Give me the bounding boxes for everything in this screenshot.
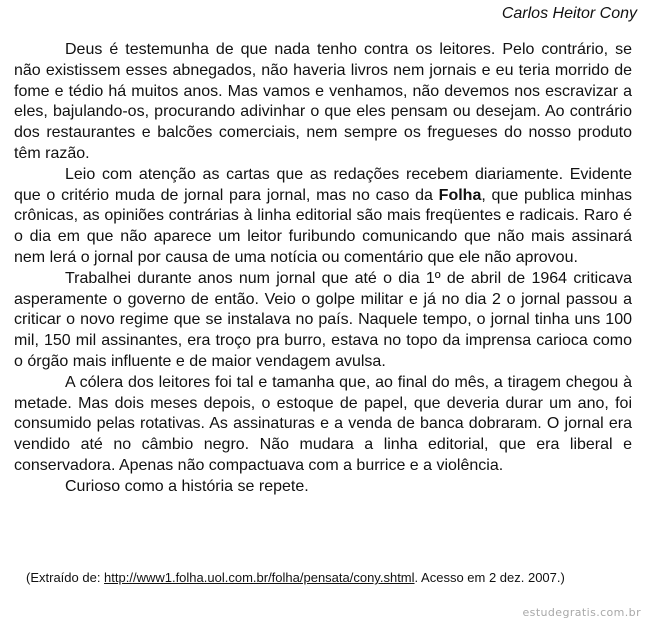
paragraph-5: Curioso como a história se repete. — [65, 477, 309, 495]
source-link[interactable]: http://www1.folha.uol.com.br/folha/pensata/cony.shtml — [104, 570, 415, 585]
paragraph-4: A cólera dos leitores foi tal e tamanha que, ao final do mês, a tiragem chegou à metade. Mas dois meses depois, o estoque de papel, que deveria durar um ano, foi consumido pelas rotativas. As assinaturas e a venda de banca dobraram. O jornal era vendido até no câmbio negro. Não mudara a linha editorial, que era liberal e conservadora. Apenas não compactuava com a burrice e a violência. — [14, 373, 632, 474]
source-prefix: (Extraído de: — [26, 570, 105, 585]
paragraph-2-end: , que publica minhas crônicas, as opiniões contrárias à linha editorial são mais freqüentes e radicais. Raro é o dia em que não aparece um leitor furibundo comunicando que não mais assinará nem lerá o jornal por causa de uma notícia ou comentário que ele não aprovou. — [14, 186, 632, 266]
paragraph-3: Trabalhei durante anos num jornal que até o dia 1º de abril de 1964 criticava asperamente o governo de então. Veio o golpe militar e já no dia 2 o jornal passou a criticar o novo regime que se instalava no país. Naquele tempo, o jornal tinha uns 100 mil, 150 mil assinantes, era troço pra burro, estava no topo da imprensa carioca como o órgão mais influente e de maior vendagem avulsa. — [14, 269, 632, 370]
source-suffix: . Acesso em 2 dez. 2007.) — [414, 570, 565, 585]
newspaper-name: Folha — [438, 186, 482, 204]
paragraph-1: Deus é testemunha de que nada tenho contra os leitores. Pelo contrário, se não existissem esses abnegados, não haveria livros nem jornais e eu teria morrido de fome e tédio há muitos anos. Mas vamos e venhamos, não devemos nos escravizar a eles, bajulando-os, procurando adivinhar o que eles pensam ou desejam. Ao contrário dos restaurantes e balcões comerciais, nem sempre os fregueses do nosso produto têm razão. — [14, 41, 632, 162]
author-name: Carlos Heitor Cony — [501, 5, 637, 22]
article-body — [14, 40, 632, 498]
source-citation — [26, 569, 565, 587]
site-watermark: estudegratis.com.br — [522, 606, 641, 619]
paragraph-2 — [14, 165, 632, 269]
paragraph-2-start: Leio com atenção as cartas que as redações recebem diariamente. Evidente que o critério muda de jornal para jornal, mas no caso da — [14, 165, 632, 204]
